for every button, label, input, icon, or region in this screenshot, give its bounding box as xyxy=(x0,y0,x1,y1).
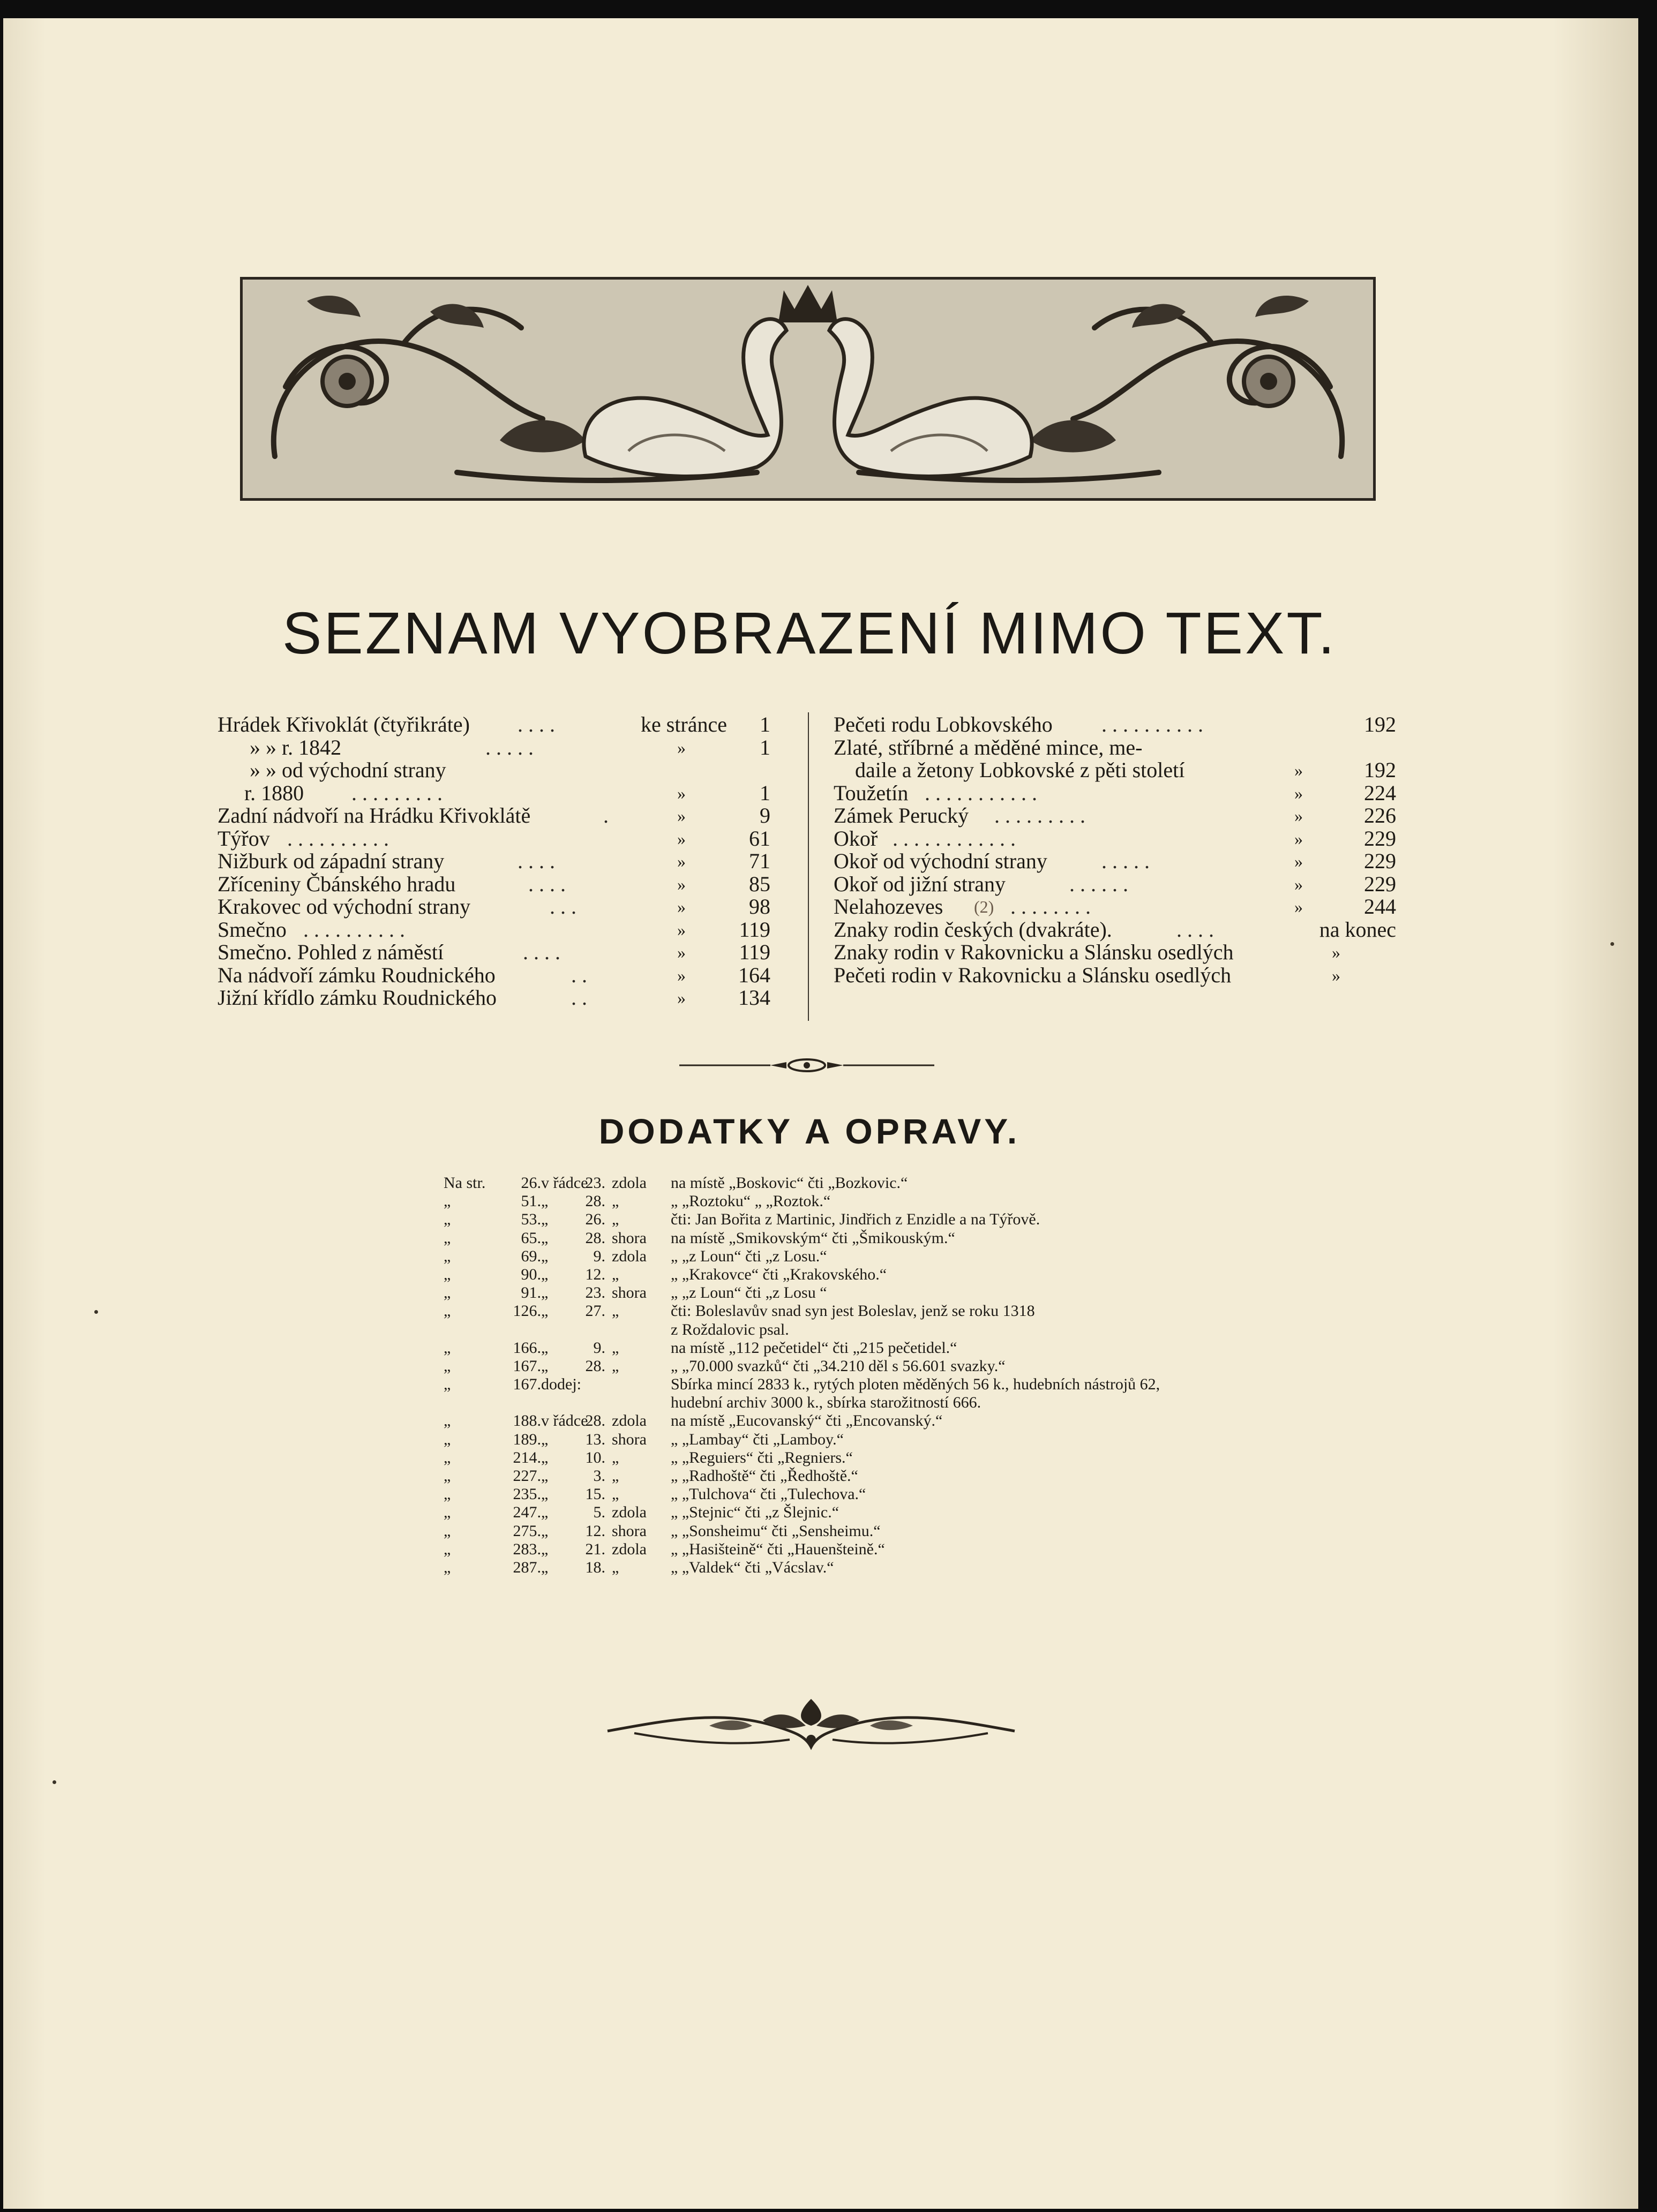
ditto-mark: » xyxy=(1294,783,1303,803)
item-label: Jižní křídlo zámku Roudnického xyxy=(218,985,497,1010)
errata-line-label: „ xyxy=(541,1210,549,1229)
errata-page: 283. xyxy=(513,1540,541,1558)
errata-correction: na místě „Boskovic“ čti „Bozkovic.“ xyxy=(671,1174,908,1192)
errata-row xyxy=(444,1503,1301,1522)
list-item xyxy=(218,759,775,782)
errata-correction: „ „z Loun“ čti „z Losu.“ xyxy=(671,1247,827,1265)
errata-line-label: dodej: xyxy=(541,1375,581,1394)
ditto-mark: » xyxy=(1294,761,1303,780)
errata-row xyxy=(444,1449,1301,1467)
errata-row xyxy=(444,1284,1301,1302)
item-label: Toužetín xyxy=(834,780,909,805)
errata-row xyxy=(444,1321,1301,1339)
errata-line-label: „ xyxy=(541,1467,549,1485)
errata-prefix: „ xyxy=(444,1284,451,1302)
item-label: Pečeti rodin v Rakovnicku a Slánsku osedlých xyxy=(834,962,1232,987)
errata-correction: „ „Krakovce“ čti „Krakovského.“ xyxy=(671,1265,887,1283)
errata-line-label: „ xyxy=(541,1448,549,1466)
errata-row xyxy=(444,1431,1301,1449)
item-label: Zlaté, stříbrné a měděné mince, me- xyxy=(834,735,1143,759)
errata-prefix: „ xyxy=(444,1210,451,1229)
ditto-mark: » xyxy=(677,874,686,894)
page-number: 164 xyxy=(738,962,770,987)
list-item xyxy=(218,713,775,736)
ditto-mark: » xyxy=(677,829,686,848)
page-number: 61 xyxy=(749,826,770,851)
errata-page: 167. xyxy=(513,1375,541,1394)
errata-prefix: „ xyxy=(444,1558,451,1576)
errata-line-number: 9. xyxy=(593,1247,605,1265)
errata-direction: „ xyxy=(612,1338,619,1357)
errata-line-number: 9. xyxy=(593,1338,605,1357)
errata-correction: „ „Reguiers“ čti „Regniers.“ xyxy=(671,1448,853,1466)
section-title: DODATKY A OPRAVY. xyxy=(598,1111,1021,1151)
item-label: Okoř od jižní strany xyxy=(834,871,1006,896)
errata-page: 166. xyxy=(513,1338,541,1357)
item-label: Zadní nádvoří na Hrádku Křivoklátě xyxy=(218,803,531,827)
list-item xyxy=(218,827,775,851)
errata-correction: „ „Sonsheimu“ čti „Sensheimu.“ xyxy=(671,1522,881,1540)
ditto-mark: » xyxy=(677,965,686,985)
errata-page: 65. xyxy=(521,1229,541,1247)
list-item xyxy=(218,919,775,942)
errata-line-label: v řádce xyxy=(541,1174,588,1192)
errata-direction: shora xyxy=(612,1229,647,1247)
item-label: Nelahozeves xyxy=(834,894,943,919)
item-label: Pečeti rodu Lobkovského xyxy=(834,712,1053,736)
errata-correction: „ „Hasišteině“ čti „Hauenšteině.“ xyxy=(671,1540,885,1558)
errata-prefix: „ xyxy=(444,1540,451,1558)
errata-correction: na místě „Smikovským“ čti „Šmikouským.“ xyxy=(671,1229,955,1247)
list-item xyxy=(218,782,775,805)
errata-line-label: „ xyxy=(541,1558,549,1576)
errata-prefix: „ xyxy=(444,1430,451,1448)
errata-row xyxy=(444,1210,1301,1229)
errata-line-number: 5. xyxy=(593,1503,605,1522)
errata-correction: „ „z Loun“ čti „z Losu “ xyxy=(671,1284,827,1302)
leader-dots: . . . . . . . . . . xyxy=(303,917,405,942)
errata-line-label: „ xyxy=(541,1302,549,1320)
item-label: Okoř xyxy=(834,826,878,851)
errata-correction: na místě „Eucovanský“ čti „Encovanský.“ xyxy=(671,1412,943,1430)
leader-dots: . . . . xyxy=(523,940,560,964)
item-label: Okoř od východní strany xyxy=(834,849,1047,873)
errata-line-number: 28. xyxy=(585,1192,605,1210)
page-number: 229 xyxy=(1364,849,1396,873)
leader-dots: . . xyxy=(571,985,587,1010)
illustration-list-left xyxy=(218,713,775,1010)
ditto-mark: » xyxy=(677,988,686,1007)
errata-line-number: 21. xyxy=(585,1540,605,1558)
errata-line-number: 26. xyxy=(585,1210,605,1229)
leader-dots: . . . . . . . . . . . xyxy=(925,780,1037,805)
errata-line-number: 15. xyxy=(585,1485,605,1503)
errata-direction: „ xyxy=(612,1467,619,1485)
errata-row xyxy=(444,1394,1301,1412)
item-label: Znaky rodin v Rakovnicku a Slánsku osedlých xyxy=(834,940,1234,964)
errata-line-label: „ xyxy=(541,1485,549,1503)
errata-direction: zdola xyxy=(612,1540,647,1558)
errata-line-number: 12. xyxy=(585,1265,605,1283)
errata-correction: „ „Roztoku“ „ „Roztok.“ xyxy=(671,1192,831,1210)
leader-dots: . . . . . xyxy=(485,735,534,759)
errata-page: 214. xyxy=(513,1448,541,1466)
errata-line-label: „ xyxy=(541,1503,549,1522)
errata-line-label: „ xyxy=(541,1284,549,1302)
errata-line-number: 10. xyxy=(585,1448,605,1466)
errata-line-label: „ xyxy=(541,1430,549,1448)
errata-page: 167. xyxy=(513,1357,541,1375)
item-label: Týřov xyxy=(218,826,270,851)
errata-correction: „ „Tulchova“ čti „Tulechova.“ xyxy=(671,1485,866,1503)
ditto-mark: » xyxy=(1294,874,1303,894)
errata-line-label: „ xyxy=(541,1522,549,1540)
paper-speck xyxy=(1610,942,1614,946)
errata-row xyxy=(444,1266,1301,1284)
leader-dots: . . . . . . . . . . xyxy=(287,826,389,851)
errata-page: 247. xyxy=(513,1503,541,1522)
errata-correction: z Roždalovic psal. xyxy=(671,1320,789,1338)
page-number: 192 xyxy=(1364,712,1396,736)
leader-dots: . . . . xyxy=(518,849,555,873)
divider-ornament-icon xyxy=(679,1055,934,1076)
leader-dots: . xyxy=(603,803,609,827)
errata-page: 91. xyxy=(521,1284,541,1302)
errata-correction: „ „Radhoště“ čti „Ředhoště.“ xyxy=(671,1467,858,1485)
errata-row xyxy=(444,1192,1301,1210)
list-item xyxy=(834,896,1396,919)
item-label: Krakovec od východní strany xyxy=(218,894,471,919)
item-label: » » r. 1842 xyxy=(250,735,342,759)
errata-prefix: „ xyxy=(444,1357,451,1375)
ditto-mark: » xyxy=(677,852,686,871)
page-number: 85 xyxy=(749,871,770,896)
errata-line-label: v řádce xyxy=(541,1412,588,1430)
page-number: 134 xyxy=(738,985,770,1010)
list-item xyxy=(834,873,1396,896)
errata-prefix: „ xyxy=(444,1448,451,1466)
list-item xyxy=(834,941,1396,964)
errata-correction: „ „Stejnic“ čti „z Šlejnic.“ xyxy=(671,1503,839,1522)
errata-list xyxy=(444,1174,1301,1577)
errata-row xyxy=(444,1174,1301,1192)
page-number: na konec xyxy=(1319,917,1396,942)
errata-direction: zdola xyxy=(612,1174,647,1192)
errata-row xyxy=(444,1247,1301,1266)
ditto-mark: » xyxy=(677,897,686,916)
page-number: 98 xyxy=(749,894,770,919)
ditto-mark: » xyxy=(1294,852,1303,871)
errata-prefix: „ xyxy=(444,1375,451,1394)
errata-row xyxy=(444,1559,1301,1577)
errata-line-number: 23. xyxy=(585,1284,605,1302)
handwritten-annotation: (2) xyxy=(974,897,994,916)
page-number: 119 xyxy=(739,917,770,942)
errata-line-label: „ xyxy=(541,1265,549,1283)
list-item xyxy=(834,736,1396,759)
errata-prefix: Na str. xyxy=(444,1174,486,1192)
errata-direction: zdola xyxy=(612,1503,647,1522)
errata-correction: „ „Valdek“ čti „Vácslav.“ xyxy=(671,1558,834,1576)
book-page xyxy=(3,18,1638,2209)
list-item xyxy=(218,964,775,987)
errata-page: 275. xyxy=(513,1522,541,1540)
list-item xyxy=(218,987,775,1010)
errata-line-number: 3. xyxy=(593,1467,605,1485)
item-label: Znaky rodin českých (dvakráte). xyxy=(834,917,1112,942)
list-item xyxy=(834,804,1396,827)
list-item xyxy=(834,782,1396,805)
list-item xyxy=(218,850,775,873)
tailpiece-ornament-icon xyxy=(602,1688,1020,1761)
errata-prefix: „ xyxy=(444,1247,451,1265)
errata-row xyxy=(444,1540,1301,1559)
errata-direction: „ xyxy=(612,1357,619,1375)
errata-page: 235. xyxy=(513,1485,541,1503)
leader-dots: . . . xyxy=(550,894,576,919)
errata-direction: zdola xyxy=(612,1412,647,1430)
errata-line-number: 28. xyxy=(585,1229,605,1247)
errata-row xyxy=(444,1339,1301,1357)
errata-direction: „ xyxy=(612,1448,619,1466)
page-number: 119 xyxy=(739,940,770,964)
page-number: 244 xyxy=(1364,894,1396,919)
errata-line-number: 28. xyxy=(585,1412,605,1430)
leader-dots: . . . . xyxy=(528,871,566,896)
errata-prefix: „ xyxy=(444,1229,451,1247)
list-item xyxy=(834,713,1396,736)
errata-row xyxy=(444,1302,1301,1320)
illustration-list-right xyxy=(834,713,1396,987)
errata-page: 188. xyxy=(513,1412,541,1430)
errata-correction: hudební archiv 3000 k., sbírka starožitností 666. xyxy=(671,1394,981,1412)
errata-line-label: „ xyxy=(541,1247,549,1265)
errata-prefix: „ xyxy=(444,1338,451,1357)
page-number: 9 xyxy=(760,803,770,827)
page-title: SEZNAM VYOBRAZENÍ MIMO TEXT. xyxy=(282,600,1337,666)
errata-prefix: „ xyxy=(444,1265,451,1283)
list-item xyxy=(218,736,775,759)
errata-correction: „ „70.000 svazků“ čti „34.210 děl s 56.601 svazky.“ xyxy=(671,1357,1006,1375)
errata-line-number: 13. xyxy=(585,1430,605,1448)
errata-row xyxy=(444,1522,1301,1540)
errata-line-label: „ xyxy=(541,1338,549,1357)
errata-page: 287. xyxy=(513,1558,541,1576)
paper-speck xyxy=(94,1310,98,1314)
ditto-mark: » xyxy=(1294,829,1303,848)
page-number: 1 xyxy=(760,780,770,805)
errata-prefix: „ xyxy=(444,1302,451,1320)
ditto-mark: » xyxy=(677,738,686,757)
errata-direction: „ xyxy=(612,1558,619,1576)
leader-dots: . . xyxy=(571,962,587,987)
leader-dots: . . . . . . xyxy=(1069,871,1128,896)
page-prefix: ke stránce xyxy=(641,712,728,736)
errata-prefix: „ xyxy=(444,1467,451,1485)
errata-row xyxy=(444,1412,1301,1430)
errata-page: 126. xyxy=(513,1302,541,1320)
leader-dots: . . . . xyxy=(1176,917,1214,942)
ditto-mark: » xyxy=(1332,943,1340,962)
ditto-mark: » xyxy=(677,783,686,803)
item-label: Zámek Perucký xyxy=(834,803,969,827)
errata-line-number: 18. xyxy=(585,1558,605,1576)
errata-correction: čti: Jan Bořita z Martinic, Jindřich z Enzidle a na Týřově. xyxy=(671,1210,1040,1229)
errata-correction: „ „Lambay“ čti „Lamboy.“ xyxy=(671,1430,844,1448)
errata-page: 69. xyxy=(521,1247,541,1265)
ditto-mark: » xyxy=(1332,965,1340,985)
list-item xyxy=(834,919,1396,942)
leader-dots: . . . . . xyxy=(1101,849,1150,873)
errata-prefix: „ xyxy=(444,1412,451,1430)
errata-line-label: „ xyxy=(541,1192,549,1210)
list-item xyxy=(834,964,1396,987)
errata-direction: shora xyxy=(612,1284,647,1302)
page-number: 71 xyxy=(749,849,770,873)
errata-line-number: 28. xyxy=(585,1357,605,1375)
page-number: 229 xyxy=(1364,871,1396,896)
leader-dots: . . . . . . . . . xyxy=(351,780,443,805)
errata-row xyxy=(444,1375,1301,1394)
errata-line-label: „ xyxy=(541,1540,549,1558)
errata-page: 90. xyxy=(521,1265,541,1283)
swan-banner-ornament-icon xyxy=(240,277,1376,501)
errata-page: 53. xyxy=(521,1210,541,1229)
errata-page: 227. xyxy=(513,1467,541,1485)
item-label: Na nádvoří zámku Roudnického xyxy=(218,962,496,987)
errata-row xyxy=(444,1229,1301,1247)
errata-row xyxy=(444,1357,1301,1375)
ditto-mark: » xyxy=(677,920,686,939)
errata-row xyxy=(444,1485,1301,1503)
errata-direction: „ xyxy=(612,1192,619,1210)
errata-page: 189. xyxy=(513,1430,541,1448)
item-label: » » od východní strany xyxy=(250,758,446,782)
leader-dots: . . . . . . . . . . xyxy=(1101,712,1203,736)
page-number: 226 xyxy=(1364,803,1396,827)
errata-direction: „ xyxy=(612,1302,619,1320)
errata-page: 51. xyxy=(521,1192,541,1210)
page-number: 1 xyxy=(760,735,770,759)
errata-line-number: 27. xyxy=(585,1302,605,1320)
list-item xyxy=(834,759,1396,782)
item-label: Smečno. Pohled z náměstí xyxy=(218,940,444,964)
list-item xyxy=(834,850,1396,873)
ditto-mark: » xyxy=(677,806,686,825)
errata-page: 26. xyxy=(521,1174,541,1192)
leader-dots: . . . . xyxy=(518,712,555,736)
errata-line-number: 23. xyxy=(585,1174,605,1192)
errata-direction: „ xyxy=(612,1485,619,1503)
page-number: 1 xyxy=(760,712,770,736)
page-number: 229 xyxy=(1364,826,1396,851)
errata-row xyxy=(444,1467,1301,1485)
paper-speck xyxy=(53,1780,56,1784)
errata-prefix: „ xyxy=(444,1485,451,1503)
errata-correction: Sbírka mincí 2833 k., rytých ploten měděných 56 k., hudebních nástrojů 62, xyxy=(671,1375,1160,1394)
page-number: 192 xyxy=(1364,758,1396,782)
ditto-mark: » xyxy=(677,943,686,962)
page-number: 224 xyxy=(1364,780,1396,805)
errata-direction: „ xyxy=(612,1210,619,1229)
errata-prefix: „ xyxy=(444,1503,451,1522)
errata-line-label: „ xyxy=(541,1229,549,1247)
list-item xyxy=(218,896,775,919)
list-item xyxy=(834,827,1396,851)
list-item xyxy=(218,941,775,964)
list-item xyxy=(218,804,775,827)
leader-dots: . . . . . . . . xyxy=(1010,894,1091,919)
errata-direction: shora xyxy=(612,1430,647,1448)
errata-direction: „ xyxy=(612,1265,619,1283)
item-label: r. 1880 xyxy=(244,780,304,805)
item-label: Smečno xyxy=(218,917,287,942)
list-item xyxy=(218,873,775,896)
errata-prefix: „ xyxy=(444,1522,451,1540)
item-label: Nižburk od západní strany xyxy=(218,849,445,873)
leader-dots: . . . . . . . . . xyxy=(994,803,1085,827)
leader-dots: . . . . . . . . . . . . xyxy=(893,826,1016,851)
ditto-mark: » xyxy=(1294,806,1303,825)
errata-correction: na místě „112 pečetidel“ čti „215 pečetidel.“ xyxy=(671,1338,957,1357)
errata-direction: shora xyxy=(612,1522,647,1540)
item-label: Zříceniny Čbánského hradu xyxy=(218,871,456,896)
errata-direction: zdola xyxy=(612,1247,647,1265)
errata-line-label: „ xyxy=(541,1357,549,1375)
errata-correction: čti: Boleslavův snad syn jest Boleslav, jenž se roku 1318 xyxy=(671,1302,1035,1320)
column-divider xyxy=(808,712,809,1021)
ditto-mark: » xyxy=(1294,897,1303,916)
item-label: Hrádek Křivoklát (čtyřikráte) xyxy=(218,712,470,736)
item-label: daile a žetony Lobkovské z pěti století xyxy=(855,758,1185,782)
errata-line-number: 12. xyxy=(585,1522,605,1540)
errata-prefix: „ xyxy=(444,1192,451,1210)
